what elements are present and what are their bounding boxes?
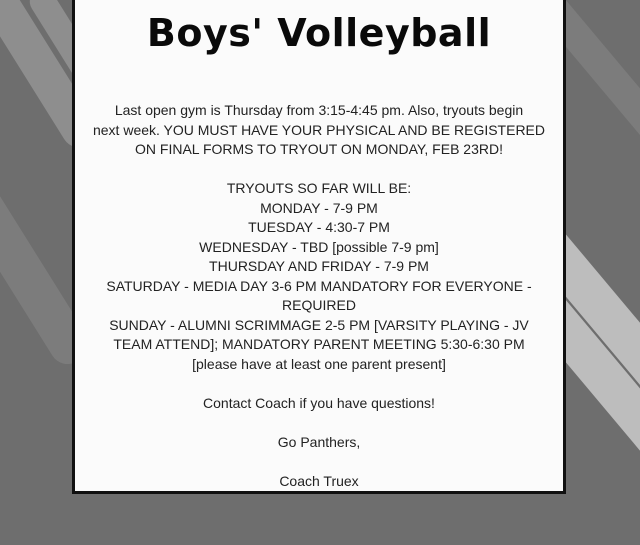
flyer-body [75, 101, 563, 491]
schedule-line: REQUIRED [282, 297, 356, 313]
schedule-line: SUNDAY - ALUMNI SCRIMMAGE 2-5 PM [VARSITY PLAYING - JV [109, 316, 529, 333]
intro-line: Last open gym is Thursday from 3:15-4:45 pm. Also, tryouts begin [114, 102, 524, 118]
schedule-line: SATURDAY - MEDIA DAY 3-6 PM MANDATORY FOR EVERYONE - [106, 277, 532, 294]
closing-line: Go Panthers, [277, 433, 361, 450]
schedule-line: [please have at least one parent present] [192, 355, 446, 372]
schedule-line: MONDAY - 7-9 PM [260, 199, 378, 216]
signature-line: Coach Truex [279, 472, 359, 489]
intro-line: next week. YOU MUST HAVE YOUR PHYSICAL AND BE REGISTERED [92, 121, 546, 138]
flyer-card [72, 0, 566, 494]
intro-line: ON FINAL FORMS TO TRYOUT ON MONDAY, FEB 23RD! [135, 141, 503, 157]
contact-line: Contact Coach if you have questions! [203, 394, 435, 411]
schedule-heading: TRYOUTS SO FAR WILL BE: [226, 180, 412, 196]
flyer-title: Boys' Volleyball [146, 11, 492, 55]
schedule-line: WEDNESDAY - TBD [possible 7-9 pm] [199, 238, 439, 255]
schedule-line: THURSDAY AND FRIDAY - 7-9 PM [209, 258, 429, 274]
schedule-line: TUESDAY - 4:30-7 PM [248, 219, 390, 235]
schedule-line: TEAM ATTEND]; MANDATORY PARENT MEETING 5:30-6:30 PM [113, 336, 525, 352]
